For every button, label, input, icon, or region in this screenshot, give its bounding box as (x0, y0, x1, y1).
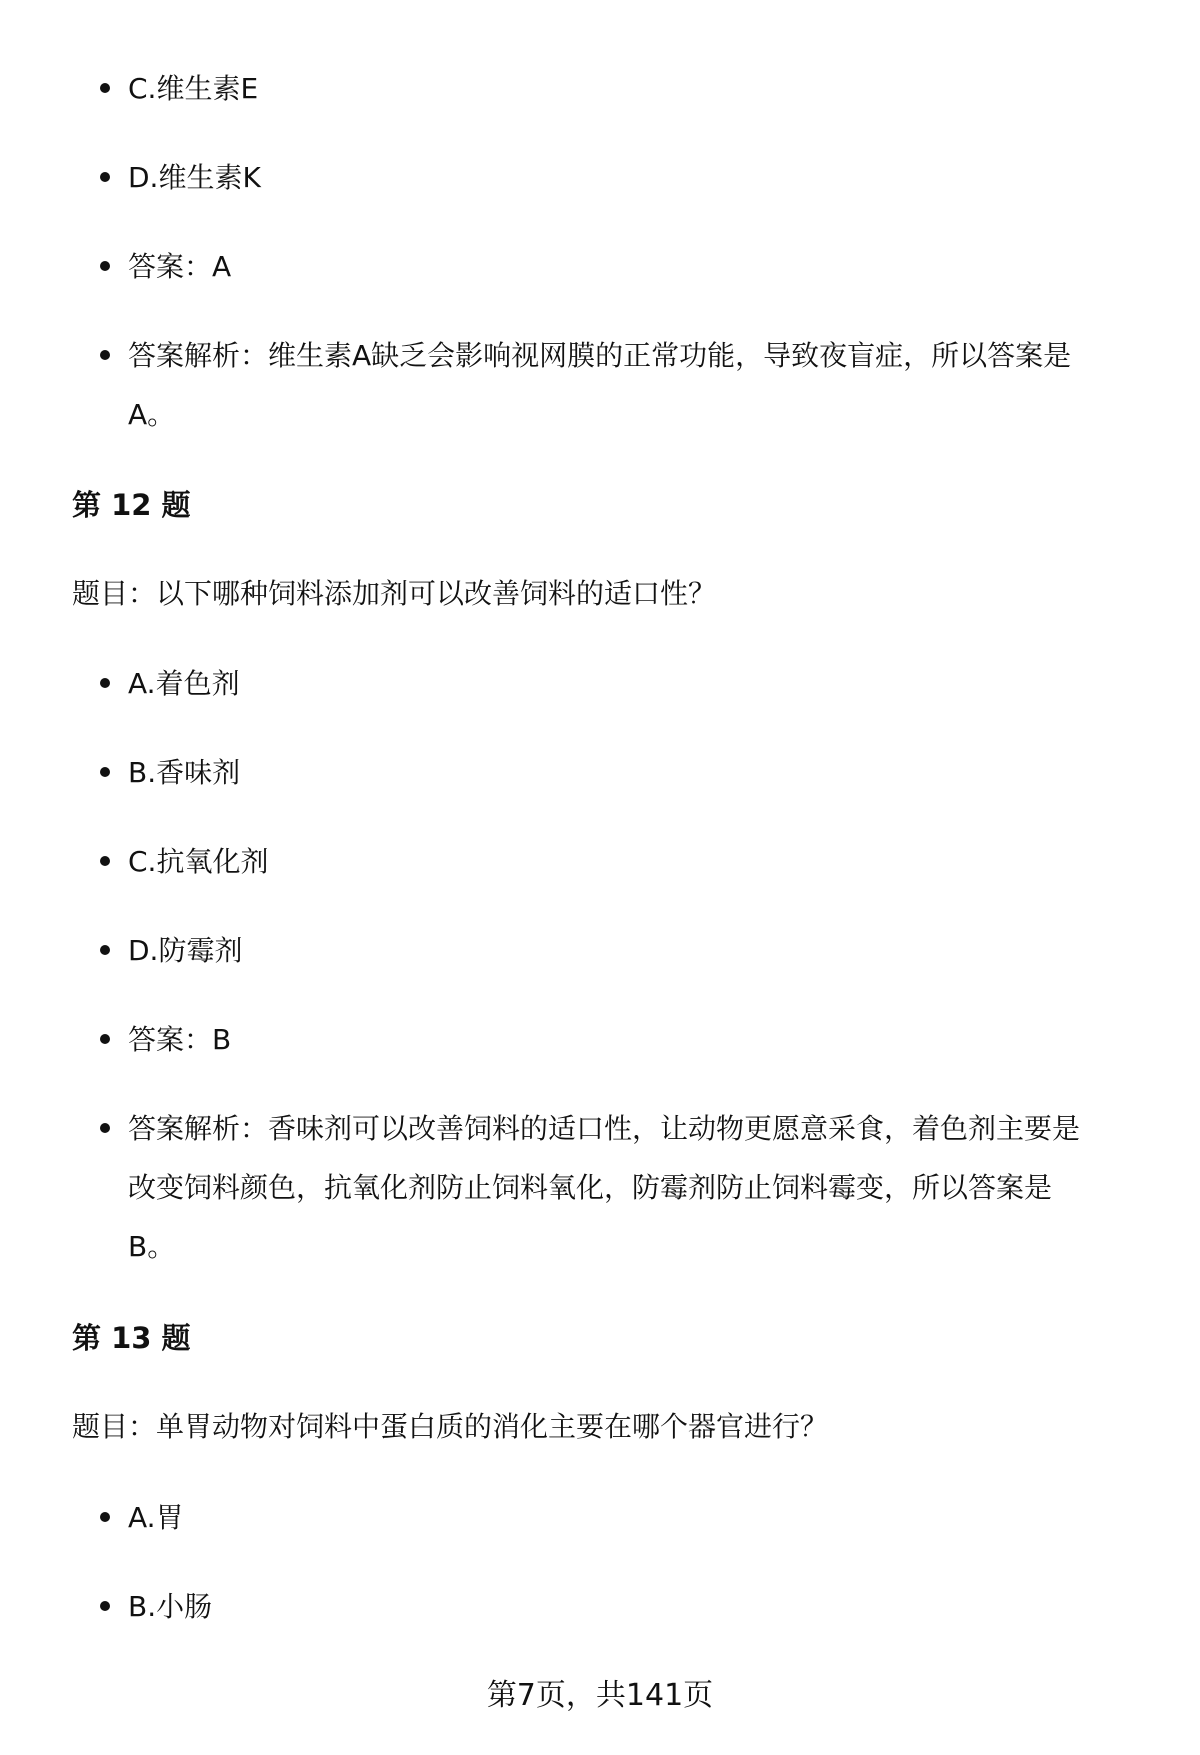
option-text: D.维生素K (128, 161, 261, 194)
list-item-q12-option-d (128, 921, 1148, 980)
list-item-q12-option-a (128, 654, 1148, 713)
list-item-q12-option-c (128, 832, 1148, 891)
list-item-q11-option-d (128, 148, 1148, 207)
bullet-icon (100, 678, 110, 688)
bullet-icon (100, 945, 110, 955)
question-heading-13: 第 13 题 (72, 1321, 191, 1355)
bullet-icon (100, 1123, 110, 1133)
bullet-icon (100, 83, 110, 93)
question-text-13: 题目：单胃动物对饲料中蛋白质的消化主要在哪个器官进行？ (72, 1410, 829, 1443)
list-item-q12-answer (128, 1010, 1148, 1069)
answer-text: 答案：A (128, 250, 232, 283)
answer-text: 答案：B (128, 1023, 232, 1056)
bullet-icon (100, 1034, 110, 1044)
bullet-icon (100, 350, 110, 360)
question-heading-12: 第 12 题 (72, 488, 191, 522)
list-item-q11-option-c (128, 59, 1148, 118)
option-text: A.着色剂 (128, 667, 240, 700)
option-text: B.香味剂 (128, 756, 241, 789)
bullet-icon (100, 1601, 110, 1611)
option-text: C.抗氧化剂 (128, 845, 269, 878)
bullet-icon (100, 856, 110, 866)
list-item-q12-explanation (128, 1099, 1148, 1276)
bullet-icon (100, 767, 110, 777)
page-footer: 第7页，共141页 (486, 1678, 714, 1713)
bullet-icon (100, 1512, 110, 1522)
list-item-q11-answer (128, 237, 1148, 296)
explanation-line: A。 (128, 398, 176, 431)
list-item-q13-option-a (128, 1488, 1148, 1547)
explanation-line: 答案解析：香味剂可以改善饲料的适口性，让动物更愿意采食，着色剂主要是 (128, 1112, 1081, 1145)
bullet-icon (100, 172, 110, 182)
option-text: A.胃 (128, 1501, 184, 1534)
list-item-q12-option-b (128, 743, 1148, 802)
question-text-12: 题目：以下哪种饲料添加剂可以改善饲料的适口性？ (72, 577, 717, 610)
option-text: D.防霉剂 (128, 934, 243, 967)
list-item-q11-explanation (128, 326, 1148, 444)
option-text: C.维生素E (128, 72, 259, 105)
explanation-line: 答案解析：维生素A缺乏会影响视网膜的正常功能，导致夜盲症，所以答案是 (128, 339, 1072, 372)
list-item-q13-option-b (128, 1577, 1148, 1636)
bullet-icon (100, 261, 110, 271)
explanation-line: B。 (128, 1230, 176, 1263)
explanation-line: 改变饲料颜色，抗氧化剂防止饲料氧化，防霉剂防止饲料霉变，所以答案是 (128, 1171, 1053, 1204)
option-text: B.小肠 (128, 1590, 213, 1623)
